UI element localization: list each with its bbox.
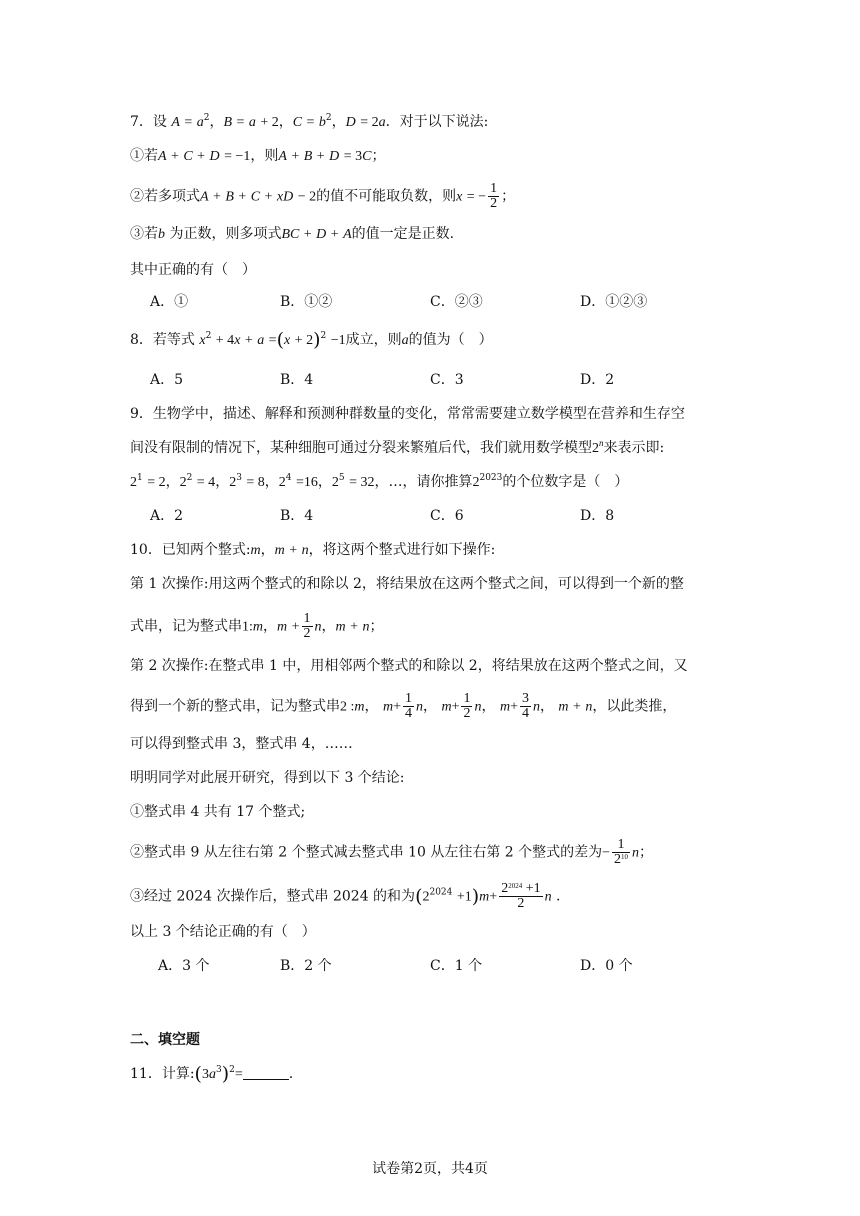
q9-number: 9 [130,406,139,422]
q7-number: 7 [130,114,139,130]
q8-options [150,370,710,390]
q7-option-d[interactable]: D．①②③ [580,294,648,310]
q11-number: 11 [130,1066,148,1082]
page-footer: 试卷第2页，共4页 [372,1161,488,1177]
q8-stem: 8．若等式 $x^2 + 4x + a =(x + 2)^2 -1$成立，则a的值为（ ） [130,329,493,351]
q7-option-c[interactable]: C．②③ [430,294,483,310]
q7-stem: 7．设 $A = a^2$，B = a + 2，$C = b^2$，D = 2a．对于以下说法: [130,113,489,130]
q10-line-5: 得到一个新的整式串，记为整式串2 :m， m+ $\frac{1}{4}$ n， m+ $\frac{1}{2}$ n， m+ $\frac{3}{4}$ n， m + n，以此类推， [130,691,677,721]
q7-options [150,292,710,312]
q10-options [158,956,718,976]
q10-line-7: 明明同学对此展开研究，得到以下 3 个结论: [130,770,405,786]
q7-option-a[interactable]: A．① [150,294,189,310]
q11-stem: 11．计算$:(3a^3)^2=$ . [130,1063,294,1085]
q10-line-4: 第 2 次操作:在整式串 1 中，用相邻两个整式的和除以 2，将结果放在这两个整式之间，又 [130,658,688,674]
q10-line-2: 第 1 次操作:用这两个整式的和除以 2，将结果放在这两个整式之间，可以得到一个新的整 [130,576,684,592]
q7-statement-2: ②若多项式A + B + C + xD − 2的值不可能取负数，则x = − $\frac{1}{2}$ ； [130,181,516,211]
q10-option-b[interactable]: B．2 个 [280,958,332,974]
q9-option-b[interactable]: B．4 [280,508,314,524]
q10-number: 10 [130,542,148,558]
q8-option-b[interactable]: B．4 [280,372,314,388]
q7-statement-3: ③若b 为正数，则多项式BC + D + A的值一定是正数. [130,226,455,242]
q10-question: 以上 3 个结论正确的有（ ） [130,924,316,940]
q10-line-1: 10．已知两个整式:m，m + n，将这两个整式进行如下操作: [130,542,496,558]
q10-option-c[interactable]: C．1 个 [430,958,483,974]
q10-conclusion-1: ①整式串 4 共有 17 个整式; [130,804,306,820]
q9-options [150,506,710,526]
q7-statement-1: ①若A + C + D = −1，则A + B + D = 3C； [130,148,386,164]
q8-option-a[interactable]: A．5 [150,372,184,388]
q8-option-d[interactable]: D．2 [580,372,615,388]
q7-option-b[interactable]: B．①② [280,294,333,310]
q9-line-2: 间没有限制的情况下，某种细胞可通过分裂来繁殖后代，我们就用数学模型2$^n$来表示即: [130,438,665,456]
q9-option-a[interactable]: A．2 [150,508,184,524]
q10-option-a[interactable]: A．3 个 [158,958,210,974]
q10-line-3: 式串，记为整式串1:m，m + $\frac{1}{2}$ n，m + n； [130,611,384,641]
q10-conclusion-3: ③经过 2024 次操作后，整式串 2024 的和为$(2^{2024} +1)m+$ $\frac{2^{2024} +1}{2}$ n . [130,881,561,911]
q9-line-3: $2^1 = 2$，$2^2 = 4$，$2^3 = 8$，$2^4 =16$，$2^5 = 32$，…，请你推算$2^{2023}$的个位数字是（ ） [130,473,629,490]
q9-option-c[interactable]: C．6 [430,508,464,524]
q10-option-d[interactable]: D．0 个 [580,958,633,974]
q7-question: 其中正确的有（ ） [130,262,256,278]
answer-blank[interactable] [243,1065,289,1080]
q9-option-d[interactable]: D．8 [580,508,615,524]
q8-number: 8 [130,332,139,348]
q8-option-c[interactable]: C．3 [430,372,464,388]
q10-line-6: 可以得到整式串 3，整式串 4，…… [130,736,353,752]
q9-line-1: 9．生物学中，描述、解释和预测种群数量的变化，常常需要建立数学模型在营养和生存空 [130,406,685,422]
section-heading: 二、填空题 [130,1032,200,1048]
q10-conclusion-2: ②整式串 9 从左往右第 2 个整式减去整式串 10 从左往右第 2 个整式的差为− $\frac{1}{2^{10}}$ n； [130,837,654,867]
